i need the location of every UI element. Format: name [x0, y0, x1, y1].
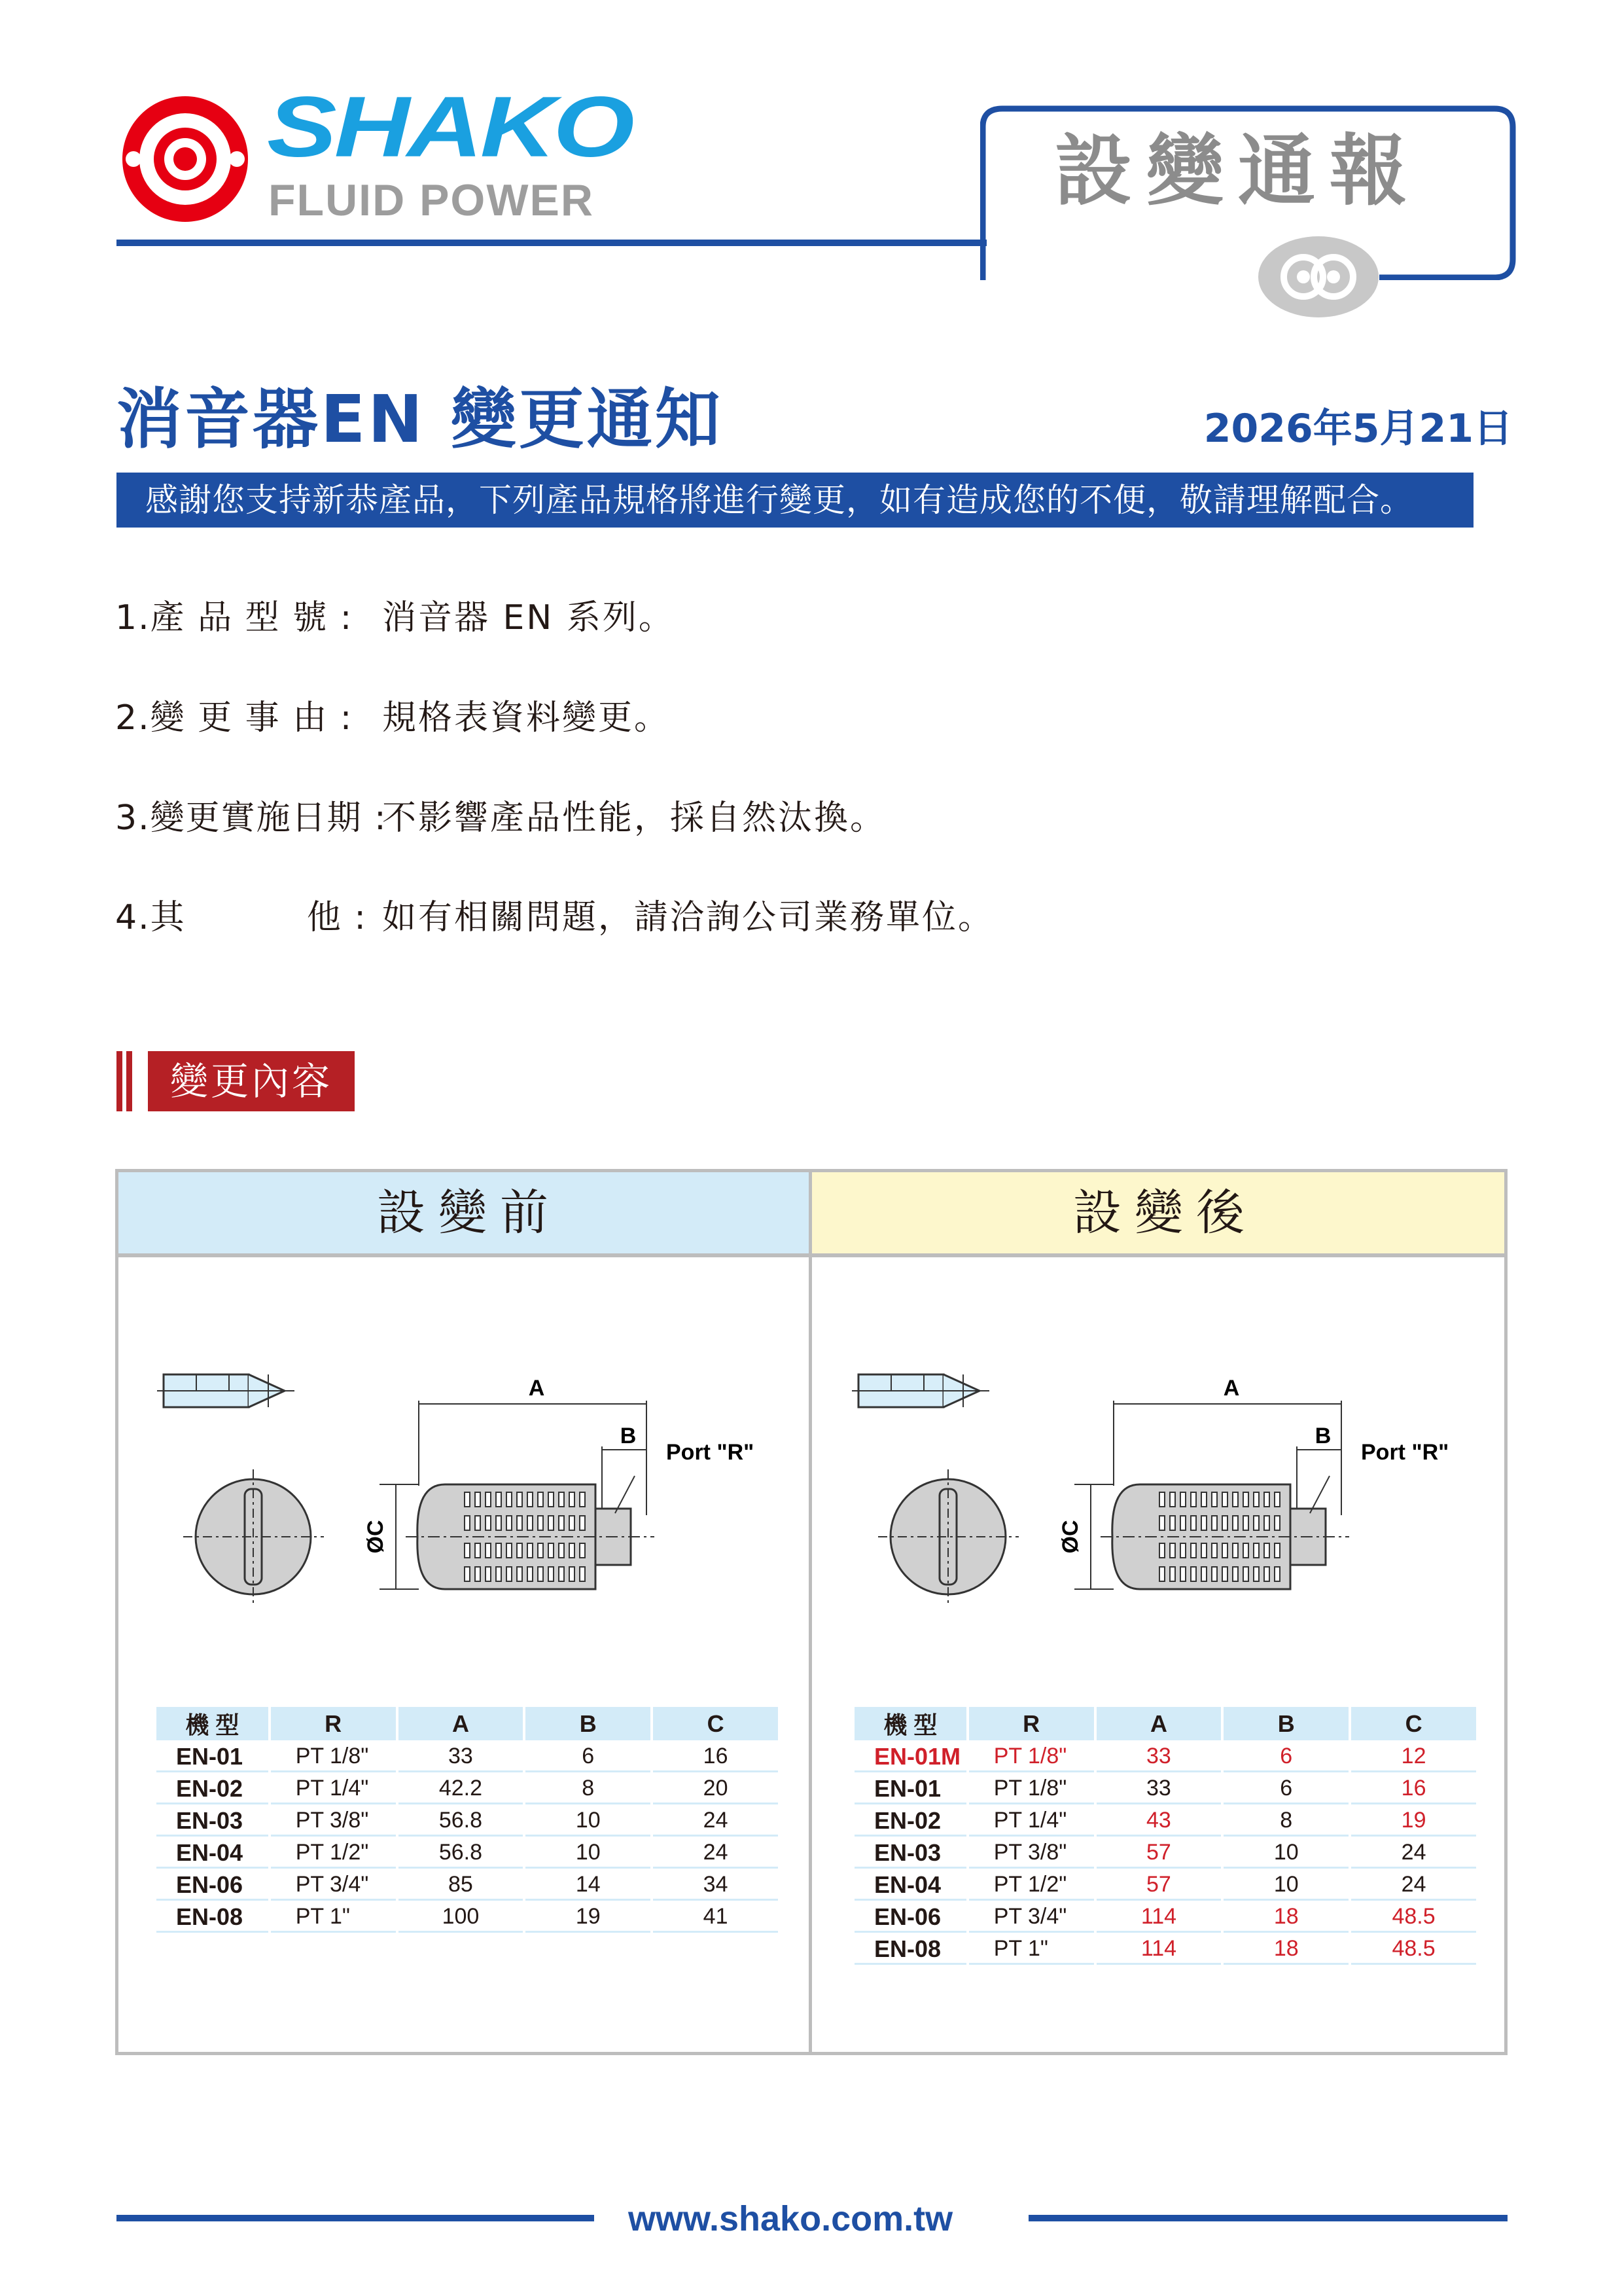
model-cell: EN-03: [855, 1839, 966, 1869]
value-cell: 18: [1224, 1903, 1349, 1933]
value-cell: 8: [525, 1774, 650, 1804]
model-cell: EN-01M: [855, 1742, 966, 1772]
value-cell: PT 1": [271, 1903, 396, 1933]
info-value: 規格表資料變更。: [382, 698, 671, 738]
column-header: A: [1097, 1707, 1222, 1740]
info-label: 1.產 品 型 號 :: [115, 598, 353, 637]
dim-c-label: ØC: [363, 1520, 388, 1554]
info-row-model: [115, 597, 675, 639]
value-cell: 24: [1351, 1839, 1476, 1869]
notice-title: 設變通報: [1055, 126, 1422, 216]
value-cell: 8: [1224, 1806, 1349, 1837]
dim-a-label: A: [1223, 1376, 1240, 1401]
info-value: 消音器 EN 系列。: [382, 598, 675, 637]
value-cell: 85: [398, 1871, 523, 1901]
value-cell: 12: [1351, 1742, 1476, 1772]
dim-b-label: B: [620, 1424, 637, 1448]
info-row-date: [115, 797, 886, 839]
silencer-drawing-after: [852, 1361, 1506, 1623]
model-cell: EN-02: [855, 1806, 966, 1837]
value-cell: 57: [1097, 1871, 1222, 1901]
footer-rule-left: [116, 2215, 594, 2221]
value-cell: 41: [653, 1903, 778, 1933]
section-marker-icon: [116, 1051, 135, 1111]
swirl-icon: [1256, 234, 1381, 319]
header-rule: [116, 240, 987, 246]
model-cell: EN-03: [156, 1806, 268, 1837]
value-cell: 48.5: [1351, 1903, 1476, 1933]
silencer-drawing-before: [157, 1361, 811, 1623]
intro-banner: 感謝您支持新恭產品，下列產品規格將進行變更，如有造成您的不便，敬請理解配合。: [116, 473, 1474, 528]
footer-website-link[interactable]: www.shako.com.tw: [628, 2199, 953, 2238]
spec-table-after: [852, 1705, 1479, 1967]
value-cell: 10: [525, 1839, 650, 1869]
value-cell: PT 1": [969, 1935, 1094, 1965]
table-row: [156, 1774, 778, 1804]
table-row: [855, 1742, 1476, 1772]
table-row: [156, 1903, 778, 1933]
table-row: [855, 1903, 1476, 1933]
value-cell: 33: [1097, 1774, 1222, 1804]
value-cell: 16: [653, 1742, 778, 1772]
info-row-other: [115, 897, 994, 939]
value-cell: 114: [1097, 1903, 1222, 1933]
column-header: R: [271, 1707, 396, 1740]
info-value: 不影響產品性能，採自然汰換。: [382, 798, 887, 838]
value-cell: PT 1/4": [271, 1774, 396, 1804]
column-header: A: [398, 1707, 523, 1740]
port-label: Port "R": [666, 1440, 754, 1465]
info-label: 2.變 更 事 由 :: [115, 698, 353, 738]
value-cell: 33: [398, 1742, 523, 1772]
model-cell: EN-04: [156, 1839, 268, 1869]
document-title: 消音器EN 變更通知: [116, 381, 723, 457]
after-title: 設變後: [1073, 1185, 1258, 1241]
value-cell: PT 1/2": [969, 1871, 1094, 1901]
model-cell: EN-04: [855, 1871, 966, 1901]
model-cell: EN-08: [156, 1903, 268, 1933]
footer-rule-right: [1029, 2215, 1508, 2221]
table-row: [855, 1839, 1476, 1869]
model-cell: EN-01: [156, 1742, 268, 1772]
info-label: 3.變更實施日期 :: [115, 798, 387, 838]
value-cell: 43: [1097, 1806, 1222, 1837]
column-header: C: [1351, 1707, 1476, 1740]
column-header: B: [1224, 1707, 1349, 1740]
column-header: 機 型: [855, 1707, 966, 1740]
value-cell: PT 3/8": [271, 1806, 396, 1837]
value-cell: 24: [653, 1806, 778, 1837]
port-label: Port "R": [1361, 1440, 1449, 1465]
value-cell: 6: [1224, 1742, 1349, 1772]
logo-icon: [116, 90, 254, 228]
value-cell: 18: [1224, 1935, 1349, 1965]
value-cell: 19: [1351, 1806, 1476, 1837]
value-cell: 14: [525, 1871, 650, 1901]
section-title: 變更內容: [148, 1051, 355, 1111]
value-cell: 6: [525, 1742, 650, 1772]
value-cell: 33: [1097, 1742, 1222, 1772]
value-cell: 56.8: [398, 1806, 523, 1837]
table-row: [855, 1935, 1476, 1965]
column-header: R: [969, 1707, 1094, 1740]
value-cell: 16: [1351, 1774, 1476, 1804]
info-value: 如有相關問題，請洽詢公司業務單位。: [382, 898, 995, 937]
value-cell: PT 1/2": [271, 1839, 396, 1869]
value-cell: 10: [1224, 1839, 1349, 1869]
model-cell: EN-06: [156, 1871, 268, 1901]
value-cell: PT 3/4": [271, 1871, 396, 1901]
value-cell: PT 3/4": [969, 1903, 1094, 1933]
table-row: [156, 1839, 778, 1869]
dim-b-label: B: [1315, 1424, 1332, 1448]
value-cell: PT 1/8": [969, 1774, 1094, 1804]
value-cell: PT 1/8": [271, 1742, 396, 1772]
model-cell: EN-06: [855, 1903, 966, 1933]
table-row: [156, 1806, 778, 1837]
brand-name: SHAKO: [267, 78, 632, 175]
model-cell: EN-02: [156, 1774, 268, 1804]
value-cell: PT 1/4": [969, 1806, 1094, 1837]
value-cell: 114: [1097, 1935, 1222, 1965]
spec-table-before: [154, 1705, 781, 1935]
table-row: [855, 1774, 1476, 1804]
info-label: 4.其 他 :: [115, 898, 367, 937]
value-cell: 6: [1224, 1774, 1349, 1804]
column-header: C: [653, 1707, 778, 1740]
value-cell: 24: [1351, 1871, 1476, 1901]
value-cell: 24: [653, 1839, 778, 1869]
before-title: 設變前: [377, 1185, 561, 1241]
value-cell: PT 3/8": [969, 1839, 1094, 1869]
value-cell: 19: [525, 1903, 650, 1933]
value-cell: 10: [525, 1806, 650, 1837]
info-row-reason: [115, 697, 670, 739]
table-row: [156, 1871, 778, 1901]
value-cell: 57: [1097, 1839, 1222, 1869]
value-cell: 42.2: [398, 1774, 523, 1804]
model-cell: EN-08: [855, 1935, 966, 1965]
value-cell: PT 1/8": [969, 1742, 1094, 1772]
value-cell: 56.8: [398, 1839, 523, 1869]
value-cell: 10: [1224, 1871, 1349, 1901]
table-row: [156, 1742, 778, 1772]
table-header-row: [156, 1707, 778, 1740]
column-header: B: [525, 1707, 650, 1740]
model-cell: EN-01: [855, 1774, 966, 1804]
dim-a-label: A: [528, 1376, 545, 1401]
dim-c-label: ØC: [1058, 1520, 1083, 1554]
table-row: [855, 1806, 1476, 1837]
value-cell: 48.5: [1351, 1935, 1476, 1965]
value-cell: 34: [653, 1871, 778, 1901]
brand-subtitle: FLUID POWER: [268, 175, 594, 225]
table-header-row: [855, 1707, 1476, 1740]
table-row: [855, 1871, 1476, 1901]
value-cell: 20: [653, 1774, 778, 1804]
document-date: 2026年5月21日: [1203, 406, 1513, 452]
column-header: 機 型: [156, 1707, 268, 1740]
value-cell: 100: [398, 1903, 523, 1933]
